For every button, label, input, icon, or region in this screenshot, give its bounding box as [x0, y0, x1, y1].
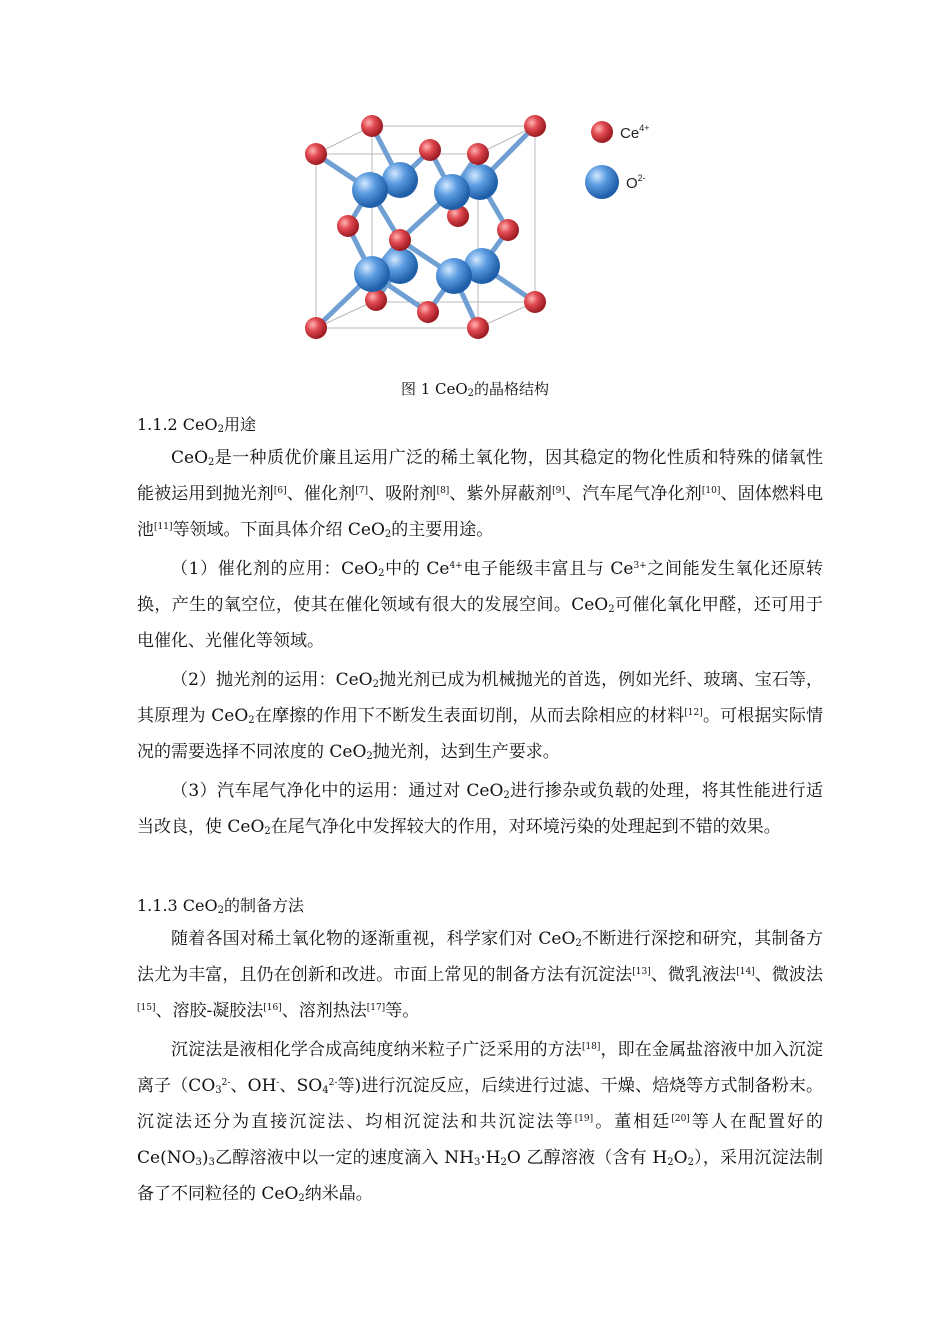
- paragraph-precipitation: 沉淀法是液相化学合成高纯度纳米粒子广泛采用的方法[18]，即在金属盐溶液中加入沉淀离子（$CO_3^{2-}$、OH-、$SO_4^{2-}$等)进行沉淀反应，后续进行过滤、干燥、焙烧等方式制备粉末。沉淀法还分为直接沉淀法、均相沉淀法和共沉淀法等[19]。董相廷[20]等人在配置好的 $Ce(NO_3)_3$乙醇溶液中以一定的速度滴入 $NH_3\cdot H_2O$ 乙醇溶液（含有 $H_2O_2$），采用沉淀法制备了不同粒径的 CeO$_2$纳米晶。: [137, 1040, 824, 1204]
- legend-o-swatch: [585, 165, 619, 199]
- figure-legend: [585, 121, 649, 199]
- ce-atom: [417, 301, 439, 323]
- ce-atom: [337, 215, 359, 237]
- ce-atom: [305, 143, 327, 165]
- paragraph-methods-intro: 随着各国对稀土氧化物的逐渐重视，科学家们对 CeO$_2$不断进行深挖和研究，其制备方法尤为丰富，且仍在创新和改进。市面上常见的制备方法有沉淀法[13]、微乳液法[14]、微波法[15]、溶胶-凝胶法[16]、溶剂热法[17]等。: [137, 929, 824, 1021]
- paragraph-catalyst: （1）催化剂的应用：CeO$_2$中的 $Ce^{4+}$电子能级丰富且与 $Ce^{3+}$之间能发生氧化还原转换，产生的氧空位，使其在催化领域有很大的发展空间。CeO$_2$可催化氧化甲醛，还可用于电催化、光催化等领域。: [137, 559, 823, 651]
- ce-atom: [524, 291, 546, 313]
- ce-atom: [467, 143, 489, 165]
- legend-o-label: $O^{2-}$: [626, 173, 646, 192]
- o-atom: [354, 256, 390, 292]
- legend-ce-label: $Ce^{4+}$: [620, 123, 650, 142]
- crystal-structure-figure: [290, 106, 670, 356]
- o-atom: [436, 258, 472, 294]
- section-heading-1-1-2: 1.1.2 CeO$_2$用途: [137, 415, 257, 435]
- ce-atom: [361, 115, 383, 137]
- paragraph-exhaust: （3）汽车尾气净化中的运用：通过对 CeO$_2$进行掺杂或负载的处理，将其性能进行适当改良，使 CeO$_2$在尾气净化中发挥较大的作用，对环境污染的处理起到不错的效果。: [137, 781, 823, 837]
- o-atom: [352, 172, 388, 208]
- paragraph-polishing: （2）抛光剂的运用：CeO$_2$抛光剂已成为机械抛光的首选，例如光纤、玻璃、宝石等，其原理为 CeO$_2$在摩擦的作用下不断发生表面切削，从而去除相应的材料[12]。可根据实际情况的需要选择不同浓度的 CeO$_2$抛光剂，达到生产要求。: [137, 670, 824, 762]
- ce-atom: [419, 139, 441, 161]
- ce-atom: [524, 115, 546, 137]
- section-heading-1-1-3: 1.1.3 CeO$_2$的制备方法: [137, 896, 305, 916]
- ce-atom: [365, 289, 387, 311]
- ce-atom: [305, 317, 327, 339]
- crystal-lattice-diagram: [290, 106, 670, 356]
- figure-caption: 图 1 CeO$_2$的晶格结构: [400, 380, 550, 399]
- paragraph-uses-intro: CeO$_2$是一种质优价廉且运用广泛的稀土氧化物，因其稳定的物化性质和特殊的储氧性能被运用到抛光剂[6]、催化剂[7]、吸附剂[8]、紫外屏蔽剂[9]、汽车尾气净化剂[10]、固体燃料电池[11]等领域。下面具体介绍 CeO$_2$的主要用途。: [137, 448, 824, 540]
- ce-atom: [497, 219, 519, 241]
- o-atom: [434, 174, 470, 210]
- ce-atom: [467, 317, 489, 339]
- legend-ce-swatch: [591, 121, 613, 143]
- ce-atom: [389, 229, 411, 251]
